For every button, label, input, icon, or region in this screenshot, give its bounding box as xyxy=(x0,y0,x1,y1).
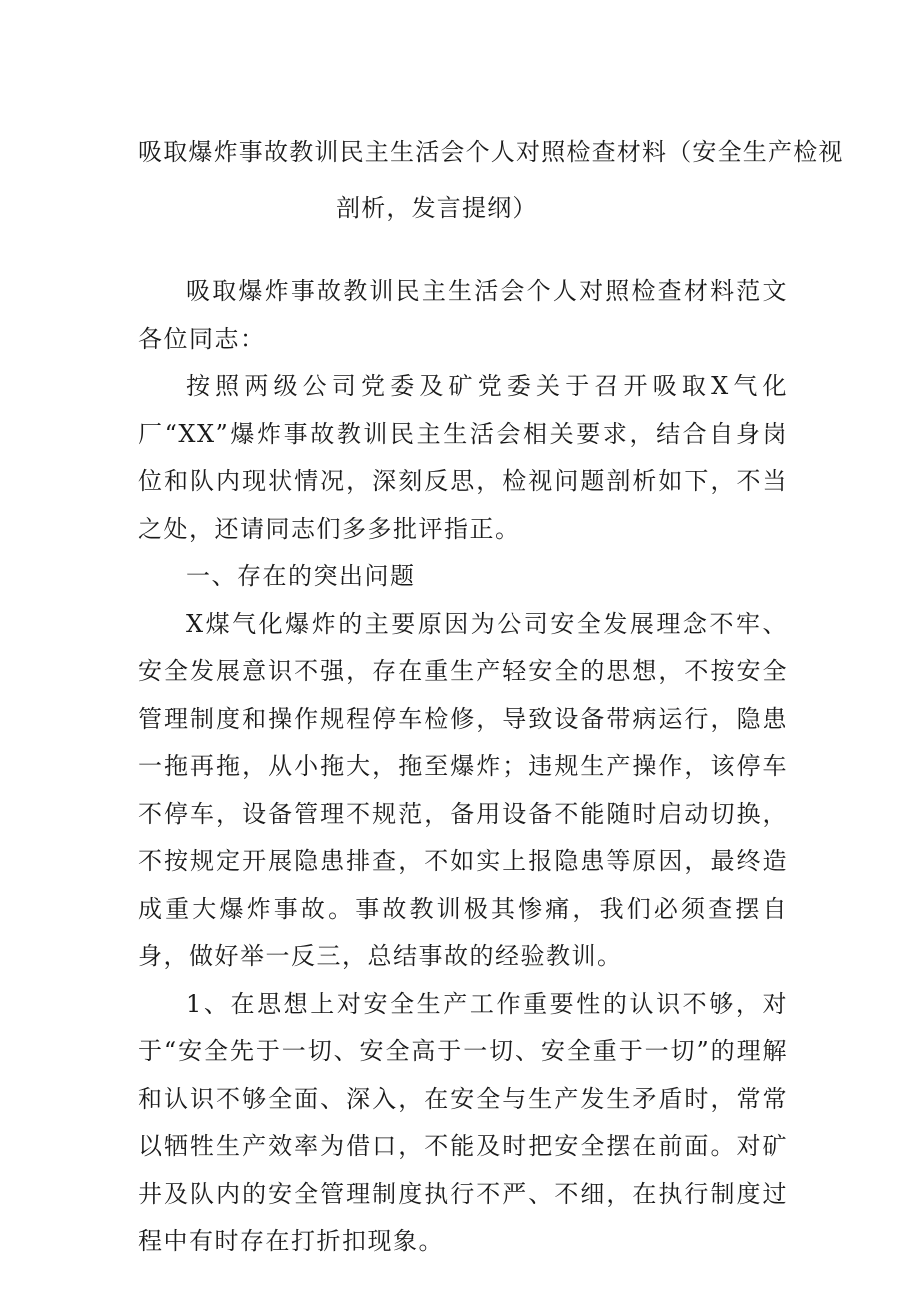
paragraph-greeting: 吸取爆炸事故教训民主生活会个人对照检查材料范文各位同志： xyxy=(138,277,788,353)
document-title-line-1: 吸取爆炸事故教训民主生活会个人对照检查材料（安全生产检视 xyxy=(138,138,844,166)
section-heading-problems: 一、存在的突出问题 xyxy=(186,562,416,590)
paragraph-point-1: 1、在思想上对安全生产工作重要性的认识不够，对于“安全先于一切、安全高于一切、安全重于一切”的理解和认识不够全面、深入，在安全与生产发生矛盾时，常常以牺牲生产效率为借口，不能及时把安全摆在前面。对矿井及队内的安全管理制度执行不严、不细，在执行制度过程中有时存在打折扣现象。 xyxy=(138,989,788,1255)
document-title-line-2: 剖析，发言提纲） xyxy=(336,194,538,222)
document-body xyxy=(138,268,788,1266)
paragraph-accident-cause: X煤气化爆炸的主要原因为公司安全发展理念不牢、安全发展意识不强，存在重生产轻安全的思想，不按安全管理制度和操作规程停车检修，导致设备带病运行，隐患一拖再拖，从小拖大，拖至爆炸；违规生产操作，该停车不停车，设备管理不规范，备用设备不能随时启动切换，不按规定开展隐患排查，不如实上报隐患等原因，最终造成重大爆炸事故。事故教训极其惨痛，我们必须查摆自身，做好举一反三，总结事故的经验教训。 xyxy=(138,609,788,970)
paragraph-intro: 按照两级公司党委及矿党委关于召开吸取X气化厂“XX”爆炸事故教训民主生活会相关要求，结合自身岗位和队内现状情况，深刻反思，检视问题剖析如下，不当之处，还请同志们多多批评指正。 xyxy=(138,372,788,543)
